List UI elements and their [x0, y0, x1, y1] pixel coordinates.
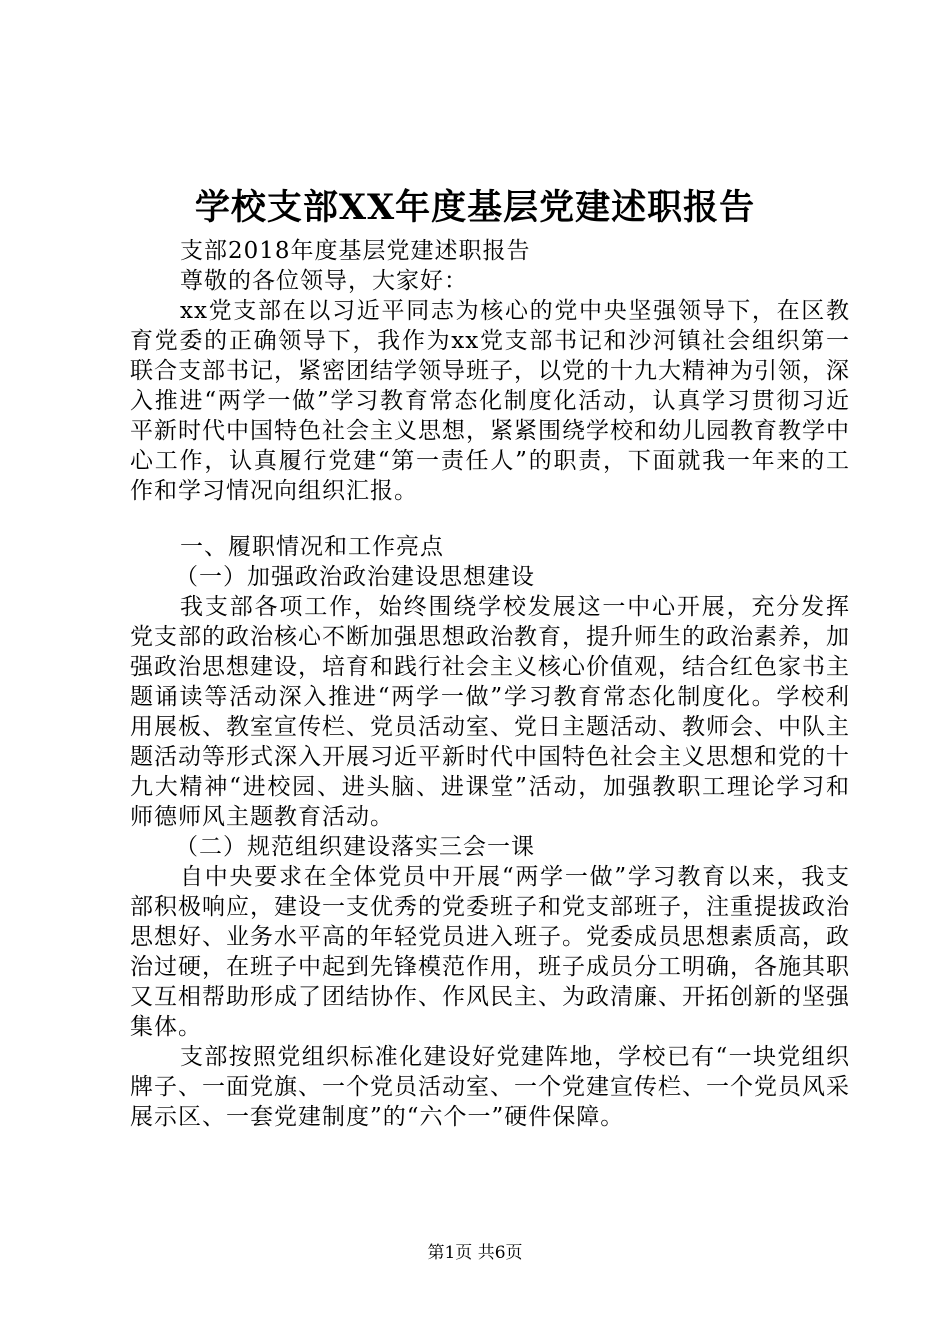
section-heading: 一、履职情况和工作亮点: [180, 534, 444, 560]
greeting-line: 尊敬的各位领导，大家好：: [180, 268, 468, 294]
subsection-heading: （一）加强政治政治建设思想建设: [175, 564, 535, 590]
subtitle-line: 支部2018年度基层党建述职报告: [180, 238, 531, 264]
paragraph-gap: [130, 506, 850, 532]
subsection-paragraph: 自中央要求在全体党员中开展“两学一做”学习教育以来，我支部积极响应，建设一支优秀的党委班子和党支部班子，注重提拔政治思想好、业务水平高的年轻党员进入班子。党委成员思想素质高，政治过硬，在班子中起到先锋模范作用，班子成员分工明确，各施其职又互相帮助形成了团结协作、作风民主、为政清廉、开拓创新的坚强集体。: [130, 864, 850, 1040]
subsection-heading: （二）规范组织建设落实三会一课: [175, 834, 535, 860]
page-footer: 第1页 共6页: [427, 1243, 523, 1263]
subsection-paragraph: 支部按照党组织标准化建设好党建阵地，学校已有“一块党组织牌子、一面党旗、一个党员活动室、一个党建宣传栏、一个党员风采展示区、一套党建制度”的“六个一”硬件保障。: [130, 1044, 850, 1130]
intro-paragraph: xx党支部在以习近平同志为核心的党中央坚强领导下，在区教育党委的正确领导下，我作为xx党支部书记和沙河镇社会组织第一联合支部书记，紧密团结学领导班子，以党的十九大精神为引领，深入推进“两学一做”学习教育常态化制度化活动，认真学习贯彻习近平新时代中国特色社会主义思想，紧紧围绕学校和幼儿园教育教学中心工作，认真履行党建“第一责任人”的职责，下面就我一年来的工作和学习情况向组织汇报。: [130, 298, 850, 504]
document-body: [130, 236, 850, 1132]
subsection-paragraph: 我支部各项工作，始终围绕学校发展这一中心开展，充分发挥党支部的政治核心不断加强思想政治教育，提升师生的政治素养，加强政治思想建设，培育和践行社会主义核心价值观，结合红色家书主题诵读等活动深入推进“两学一做”学习教育常态化制度化。学校利用展板、教室宣传栏、党员活动室、党日主题活动、教师会、中队主题活动等形式深入开展习近平新时代中国特色社会主义思想和党的十九大精神“进校园、进头脑、进课堂”活动，加强教职工理论学习和师德师风主题教育活动。: [130, 594, 850, 830]
document-title: 学校支部XX年度基层党建述职报告: [194, 187, 756, 228]
